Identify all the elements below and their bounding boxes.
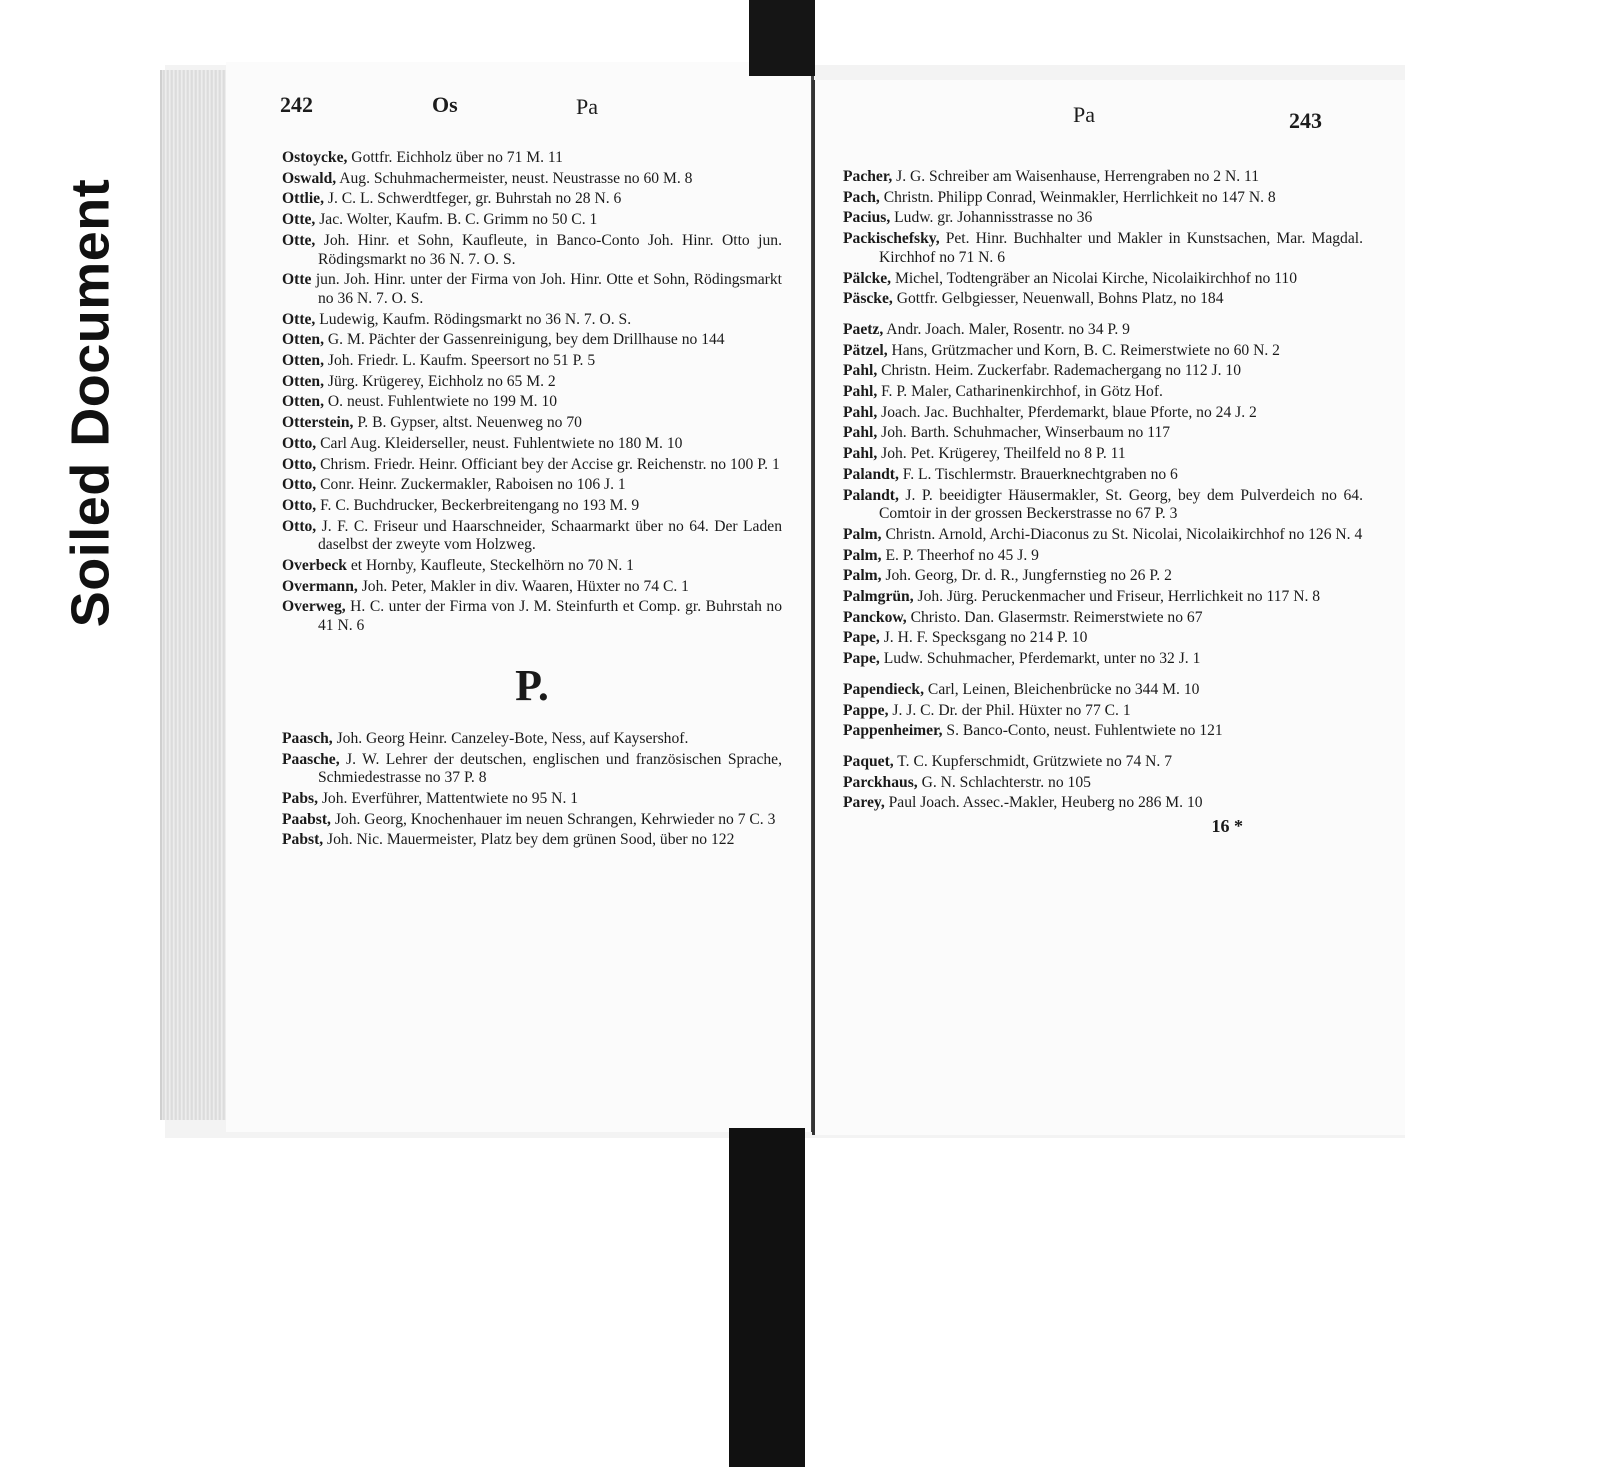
directory-entry [843,424,1363,443]
entry-name: Palm, [843,546,882,564]
entry-name: Palandt, [843,465,899,483]
directory-entry [843,547,1363,566]
entry-name: Overweg, [282,598,346,616]
directory-entry [282,232,782,269]
entry-text: Chrism. Friedr. Heinr. Officiant bey der Accise gr. Reichenstr. no 100 P. 1 [316,455,780,473]
entry-text: Michel, Todtengräber an Nicolai Kirche, Nicolaikirchhof no 110 [891,269,1298,287]
entry-text: Christn. Heim. Zuckerfabr. Rademachergang no 112 J. 10 [877,362,1241,380]
entry-text: J. C. L. Schwerdtfeger, gr. Buhrstah no 28 N. 6 [324,190,622,208]
entry-text: Christo. Dan. Glasermstr. Reimerstwiete no 67 [906,608,1203,626]
directory-entry [282,476,782,495]
entry-name: Pacius, [843,209,891,227]
directory-entry [282,331,782,350]
entry-name: Paasch, [282,729,333,747]
entry-text: P. B. Gypser, altst. Neuenweg no 70 [353,414,582,432]
entry-text: Joh. Peter, Makler in div. Waaren, Hüxter no 74 C. 1 [357,577,689,595]
directory-entry [282,497,782,516]
entry-text: Joh. Jürg. Peruckenmacher und Friseur, Herrlichkeit no 117 N. 8 [913,588,1321,606]
entry-name: Paetz, [843,320,884,338]
directory-entry [843,609,1363,628]
directory-entry [843,794,1363,813]
entry-name: Pahl, [843,445,878,463]
spine-top [749,0,815,76]
entry-text: Carl, Leinen, Bleichenbrücke no 344 M. 10 [924,680,1200,698]
directory-entry [843,567,1363,586]
entry-name: Palm, [843,567,882,585]
entry-text: F. C. Buchdrucker, Beckerbreitengang no 193 M. 9 [316,496,640,514]
directory-entry [843,404,1363,423]
left-header-os: Os [432,92,458,117]
entry-text: Joh. Georg, Dr. d. R., Jungfernstieg no 26 P. 2 [881,567,1172,585]
right-entries [843,168,1363,836]
directory-entry [843,270,1363,289]
entry-name: Pappenheimer, [843,722,943,740]
left-entries [282,149,782,852]
directory-entry [282,435,782,454]
directory-entry [843,722,1363,741]
entry-name: Pälcke, [843,269,892,287]
directory-entry [843,383,1363,402]
directory-entry [843,526,1363,545]
section-letter-p: P. [515,660,549,710]
entry-name: Otte [282,271,312,289]
directory-entry [843,189,1363,208]
directory-entry [282,149,782,168]
entry-text: H. C. unter der Firma von J. M. Steinfurth et Comp. gr. Buhrstah no 41 N. 6 [318,598,782,635]
directory-entry [843,650,1363,669]
entry-text: jun. Joh. Hinr. unter der Firma von Joh. Hinr. Otte et Sohn, Rödingsmarkt no 36 N. 7. O. S. [311,271,782,307]
entry-name: Papendieck, [843,680,925,698]
entry-name: Ottlie, [282,190,324,208]
directory-entry [282,751,782,788]
entry-name: Otto, [282,517,317,535]
entry-name: Paquet, [843,752,894,770]
directory-entry [843,753,1363,772]
left-page [226,62,814,1132]
entry-text: F. L. Tischlermstr. Brauerknechtgraben no 6 [898,465,1178,483]
entry-text: O. neust. Fuhlentwiete no 199 M. 10 [324,393,558,411]
directory-entry [282,518,782,555]
directory-entry [843,774,1363,793]
entry-name: Panckow, [843,608,907,626]
entry-name: Päscke, [843,290,893,308]
entry-text: Aug. Schuhmachermeister, neust. Neustrasse no 60 M. 8 [336,169,693,187]
entry-name: Overbeck [282,557,347,575]
entry-name: Parckhaus, [843,773,918,791]
entry-name: Pahl, [843,403,878,421]
entry-name: Otten, [282,331,325,349]
entry-text: F. P. Maler, Catharinenkirchhof, in Götz Hof. [877,383,1163,401]
entry-text: Christn. Philipp Conrad, Weinmakler, Herrlichkeit no 147 N. 8 [879,188,1276,206]
entry-name: Ostoycke, [282,149,348,166]
entry-name: Overmann, [282,577,358,595]
right-page-number: 243 [1289,108,1322,133]
directory-entry [282,352,782,371]
entry-text: Joh. Nic. Mauermeister, Platz bey dem grünen Sood, über no 122 [323,831,735,849]
right-header-pa: Pa [1073,102,1095,127]
directory-entry [282,211,782,230]
left-entries-after-p [282,730,782,850]
directory-entry [282,311,782,330]
directory-entry [282,190,782,209]
entry-name: Palmgrün, [843,588,914,606]
entry-name: Otto, [282,476,317,494]
directory-entry [843,209,1363,228]
directory-entry [282,831,782,850]
entry-text: Pet. Hinr. Buchhalter und Makler in Kunstsachen, Mar. Magdal. Kirchhof no 71 N. 6 [879,230,1363,266]
stamp-label: Soiled Document [60,178,121,628]
entry-text: Joh. Hinr. et Sohn, Kaufleute, in Banco-Conto Joh. Hinr. Otto jun. Rödingsmarkt no 36 N. 7. O. S. [315,231,782,268]
entry-text: J. W. Lehrer der deutschen, englischen und französischen Sprache, Schmiedestrasse no 37 P. 8 [318,750,782,787]
entry-name: Pahl, [843,383,878,401]
entry-name: Palandt, [843,486,899,504]
entry-text: Paul Joach. Assec.-Makler, Heuberg no 286 M. 10 [884,794,1203,812]
entry-name: Oswald, [282,169,337,187]
entry-text: J. G. Schreiber am Waisenhause, Herrengraben no 2 N. 11 [892,168,1260,185]
directory-entry [282,578,782,597]
entry-text: Gottfr. Gelbgiesser, Neuenwall, Bohns Platz, no 184 [892,290,1224,308]
entry-name: Pabs, [282,789,318,807]
directory-entry [282,393,782,412]
entry-name: Pahl, [843,362,878,380]
entry-text: Gottfr. Eichholz über no 71 M. 11 [347,149,563,166]
right-page [812,80,1405,1135]
directory-entry [843,362,1363,381]
entry-name: Otten, [282,393,325,411]
entry-name: Otterstein, [282,414,354,432]
entry-text: Conr. Heinr. Zuckermakler, Raboisen no 106 J. 1 [316,476,626,494]
entry-name: Pape, [843,650,880,668]
entry-name: Otte, [282,231,316,249]
signature-mark: 16 * [1211,816,1243,837]
directory-entry [843,168,1363,187]
page-edges [160,70,230,1120]
entry-text: Christn. Arnold, Archi-Diaconus zu St. Nicolai, Nicolaikirchhof no 126 N. 4 [881,525,1363,543]
entry-text: Ludw. gr. Johannisstrasse no 36 [890,209,1093,227]
directory-entry [843,487,1363,524]
entry-text: Jürg. Krügerey, Eichholz no 65 M. 2 [324,372,556,390]
entry-name: Pappe, [843,701,889,719]
directory-entry [282,730,782,749]
directory-entry [843,445,1363,464]
directory-entry [843,702,1363,721]
entry-text: Andr. Joach. Maler, Rosentr. no 34 P. 9 [883,320,1130,338]
directory-entry [282,598,782,635]
entry-text: J. F. C. Friseur und Haarschneider, Schaarmarkt über no 64. Der Laden daselbst der zweyte vom Holzweg. [316,517,782,554]
entry-text: T. C. Kupferschmidt, Grützwiete no 74 N. 7 [893,752,1173,770]
entry-text: J. H. F. Specksgang no 214 P. 10 [879,629,1088,647]
entry-text: Hans, Grützmacher und Korn, B. C. Reimerstwiete no 60 N. 2 [887,341,1280,359]
entry-text: Jac. Wolter, Kaufm. B. C. Grimm no 50 C. 1 [315,211,598,229]
entry-name: Palm, [843,525,882,543]
entry-name: Otto, [282,455,317,473]
entry-name: Pape, [843,629,880,647]
entry-name: Packischefsky, [843,230,940,248]
entry-name: Pahl, [843,424,878,442]
directory-entry [282,414,782,433]
directory-entry [282,790,782,809]
entry-name: Otte, [282,211,316,229]
entry-text: et Hornby, Kaufleute, Steckelhörn no 70 N. 1 [346,557,634,575]
entry-text: J. P. beeidigter Häusermakler, St. Georg, bey dem Pulverdeich no 64. Comtoir in der grossen Beckerstrasse no 67 P. 3 [879,486,1363,523]
entry-name: Parey, [843,794,885,812]
entry-text: Joh. Everführer, Mattentwiete no 95 N. 1 [317,789,579,807]
entry-name: Paasche, [282,750,340,768]
entry-name: Otten, [282,372,325,390]
entry-text: E. P. Theerhof no 45 J. 9 [881,546,1039,564]
left-header-pa: Pa [576,94,598,119]
entry-text: Carl Aug. Kleiderseller, neust. Fuhlentwiete no 180 M. 10 [316,434,683,452]
entry-name: Pätzel, [843,341,888,359]
entry-name: Otten, [282,352,325,370]
entry-text: Joh. Pet. Krügerey, Theilfeld no 8 P. 11 [877,445,1126,463]
directory-entry [282,456,782,475]
entry-text: S. Banco-Conto, neust. Fuhlentwiete no 121 [942,722,1223,740]
directory-entry [282,557,782,576]
entry-text: Joh. Barth. Schuhmacher, Winserbaum no 117 [877,424,1171,442]
entry-name: Otto, [282,434,317,452]
entry-name: Pacher, [843,168,893,185]
directory-entry [282,811,782,830]
directory-entry [282,373,782,392]
entry-text: Joh. Georg Heinr. Canzeley-Bote, Ness, auf Kaysershof. [332,729,689,747]
entry-text: Joh. Georg, Knochenhauer im neuen Schrangen, Kehrwieder no 7 C. 3 [330,810,776,828]
directory-entry [282,170,782,189]
entry-name: Paabst, [282,810,331,828]
entry-text: Joh. Friedr. L. Kaufm. Speersort no 51 P. 5 [324,352,596,370]
entry-text: G. M. Pächter der Gassenreinigung, bey dem Drillhause no 144 [324,331,725,349]
soiled-document-stamp [55,138,125,668]
directory-entry [843,466,1363,485]
directory-entry [843,342,1363,361]
entry-name: Otte, [282,310,316,328]
entry-name: Pabst, [282,831,324,849]
spine-bottom [729,1128,805,1467]
directory-entry [843,290,1363,309]
directory-entry [843,681,1363,700]
directory-entry [282,271,782,308]
entry-text: J. J. C. Dr. der Phil. Hüxter no 77 C. 1 [888,701,1131,719]
directory-entry [843,629,1363,648]
entry-text: Ludw. Schuhmacher, Pferdemarkt, unter no 32 J. 1 [879,650,1201,668]
right-entries-list [843,168,1363,813]
left-entries-before-p [282,149,782,636]
entry-name: Pach, [843,188,880,206]
entry-name: Otto, [282,496,317,514]
entry-text: Ludewig, Kaufm. Rödingsmarkt no 36 N. 7. O. S. [315,310,632,328]
entry-text: Joach. Jac. Buchhalter, Pferdemarkt, blaue Pforte, no 24 J. 2 [877,403,1257,421]
directory-entry [843,321,1363,340]
entry-text: G. N. Schlachterstr. no 105 [917,773,1091,791]
left-page-number: 242 [280,92,313,117]
directory-entry [843,588,1363,607]
directory-entry [843,230,1363,267]
